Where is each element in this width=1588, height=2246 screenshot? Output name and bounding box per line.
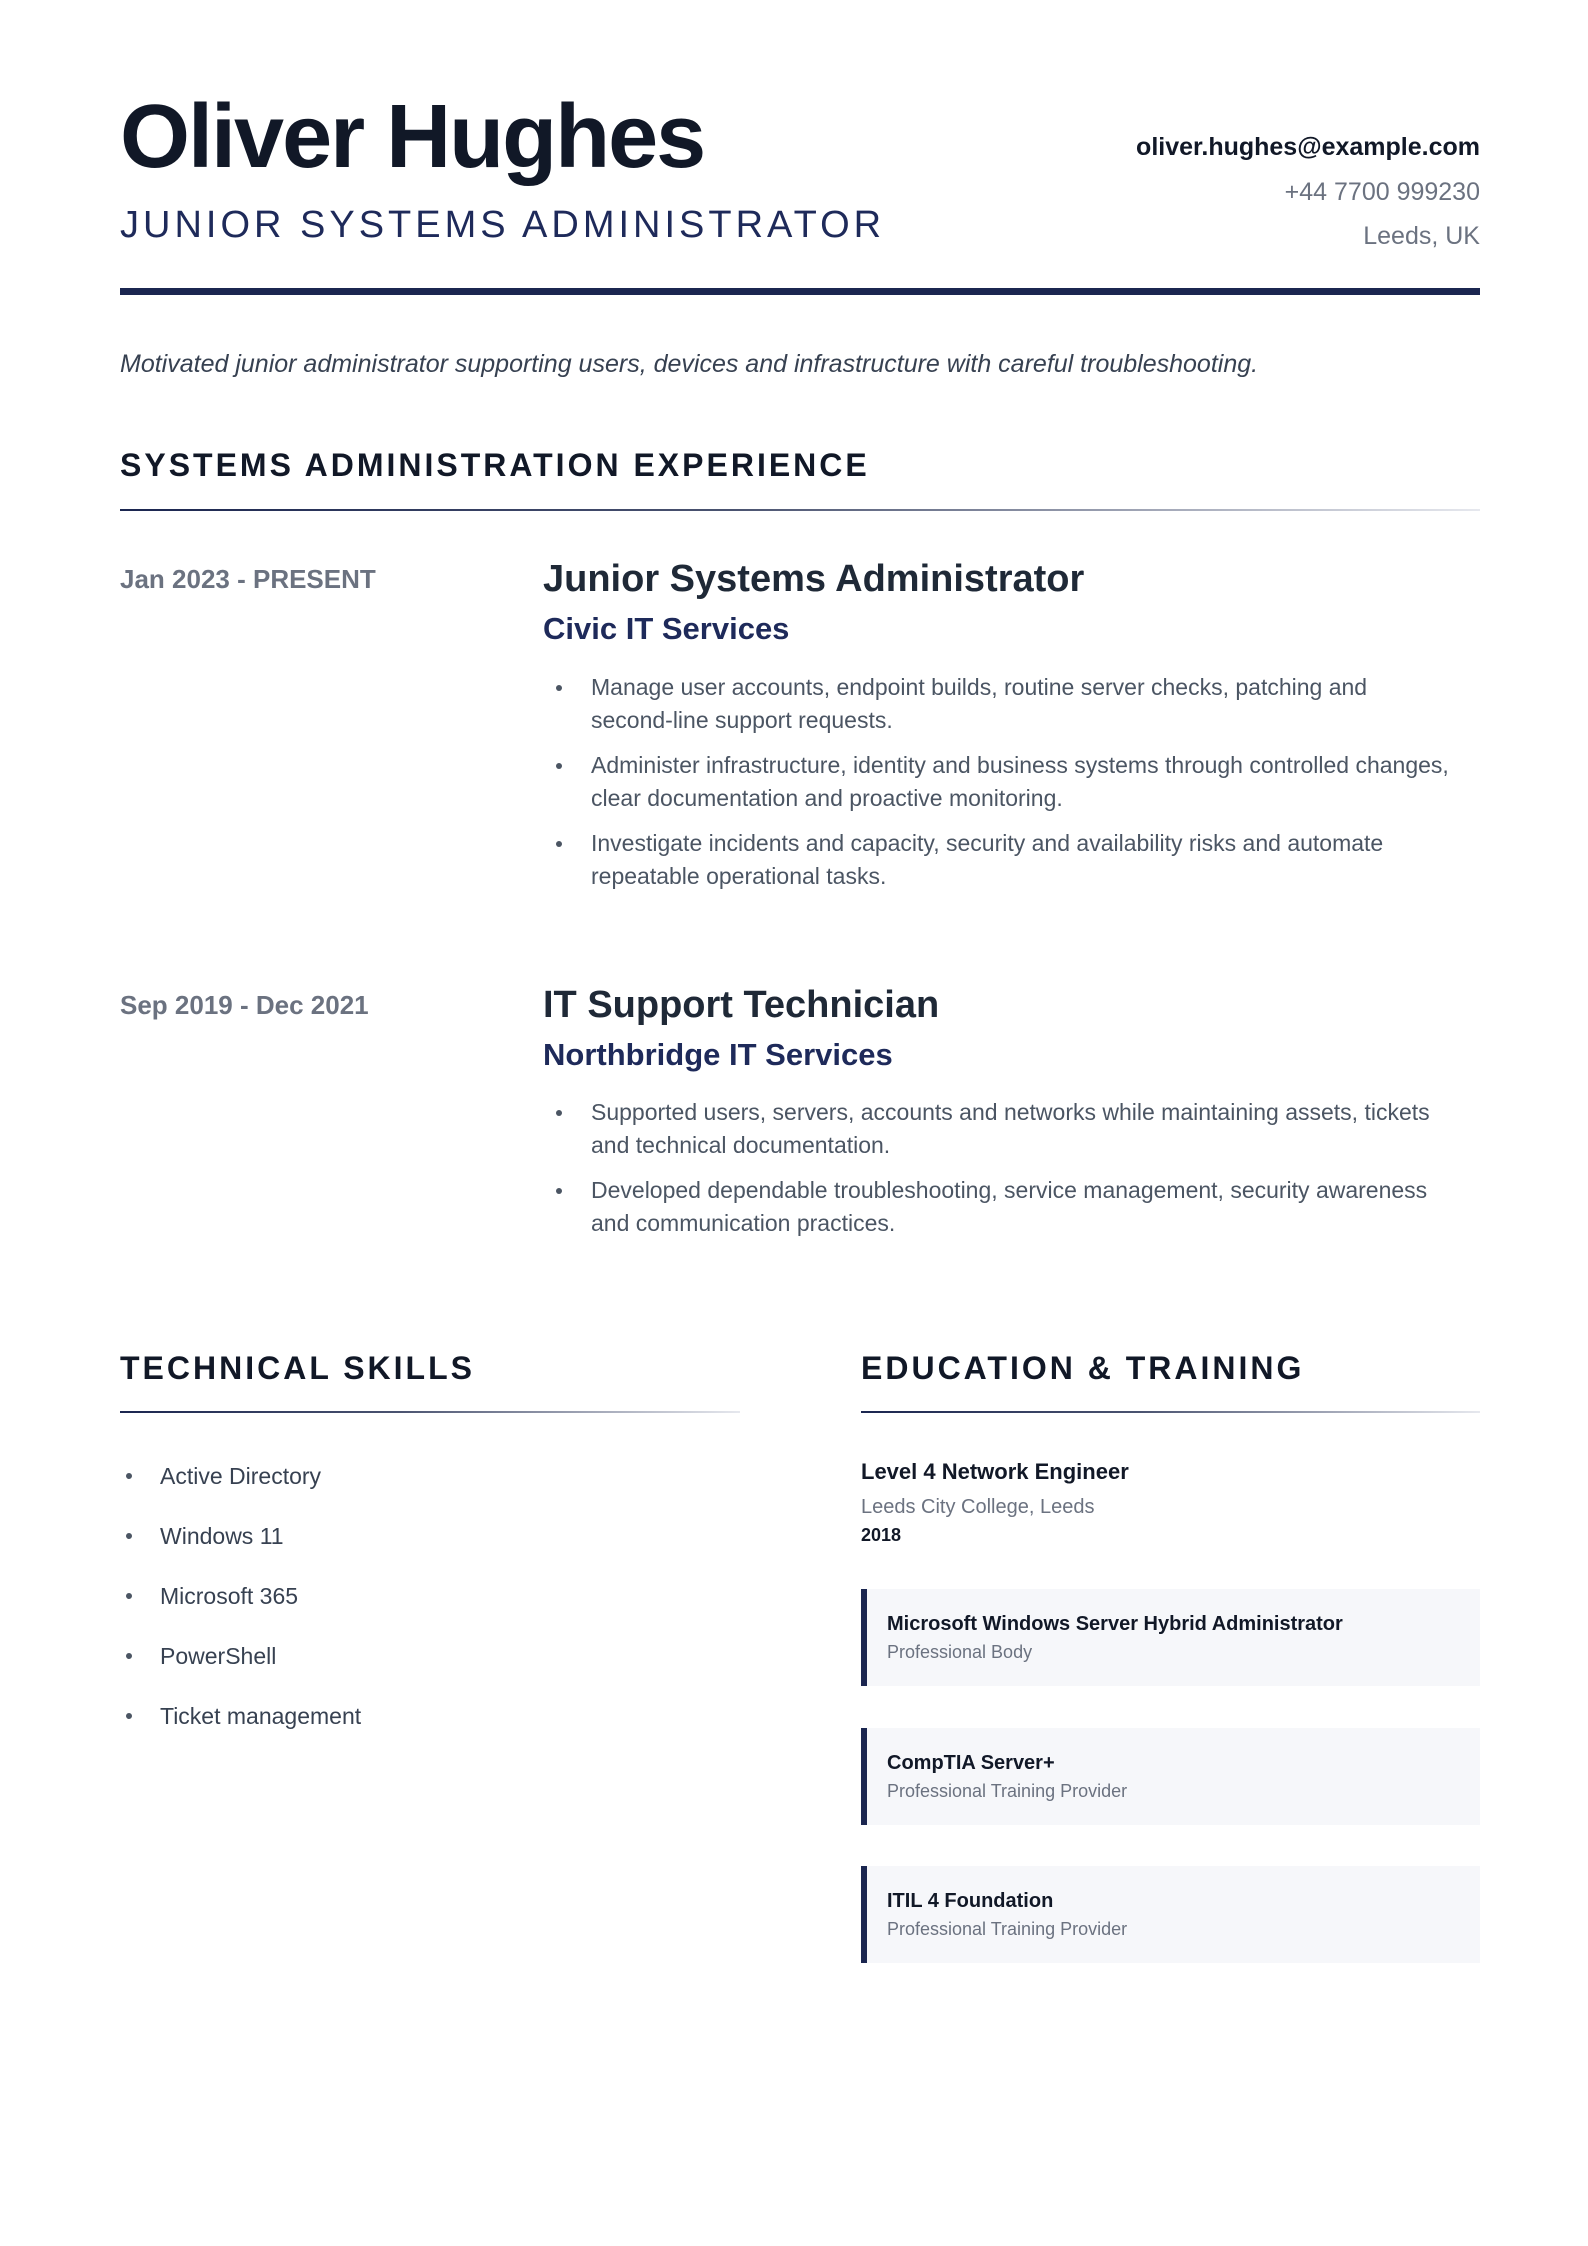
- certification-card: [861, 1728, 1480, 1825]
- certification-card: [861, 1589, 1480, 1686]
- bullet-icon: [126, 1473, 132, 1479]
- bullet-icon: [556, 763, 562, 769]
- contact-location: Leeds, UK: [1363, 222, 1480, 250]
- skill-item: Ticket management: [120, 1701, 361, 1761]
- certification-issuer: Professional Training Provider: [887, 1781, 1128, 1801]
- job-bullet: Developed dependable troubleshooting, service management, security awareness and communication practices.: [543, 1174, 1453, 1240]
- experience-divider: [120, 509, 1480, 511]
- job-role: IT Support Technician: [543, 984, 940, 1026]
- job-title: JUNIOR SYSTEMS ADMINISTRATOR: [120, 204, 886, 246]
- skill-item: Microsoft 365: [120, 1581, 361, 1641]
- skill-item: Windows 11: [120, 1521, 361, 1581]
- education-divider: [861, 1411, 1480, 1413]
- job-dates: Jan 2023 - PRESENT: [120, 564, 376, 594]
- job-bullet: Investigate incidents and capacity, security and availability risks and automate repeatable operational tasks.: [543, 827, 1453, 893]
- bullet-icon: [126, 1713, 132, 1719]
- job-company: Civic IT Services: [543, 611, 790, 646]
- job-company: Northbridge IT Services: [543, 1037, 893, 1072]
- skill-item: Active Directory: [120, 1461, 361, 1521]
- job-bullet: Administer infrastructure, identity and business systems through controlled changes, clear documentation and proactive monitoring.: [543, 749, 1453, 815]
- bullet-icon: [126, 1653, 132, 1659]
- education-degree: Level 4 Network Engineer: [861, 1459, 1129, 1484]
- certification-name: Microsoft Windows Server Hybrid Administrator: [887, 1613, 1343, 1635]
- certification-issuer: Professional Body: [887, 1642, 1033, 1662]
- job-dates: Sep 2019 - Dec 2021: [120, 990, 369, 1020]
- certification-issuer: Professional Training Provider: [887, 1919, 1128, 1939]
- contact-phone[interactable]: +44 7700 999230: [1284, 178, 1480, 206]
- skill-item: PowerShell: [120, 1641, 361, 1701]
- job-bullet: Manage user accounts, endpoint builds, routine server checks, patching and second-line support requests.: [543, 671, 1453, 737]
- job-role: Junior Systems Administrator: [543, 558, 1085, 600]
- certification-name: ITIL 4 Foundation: [887, 1890, 1054, 1912]
- profile-summary: Motivated junior administrator supporting users, devices and infrastructure with careful troubleshooting.: [120, 350, 1259, 378]
- bullet-icon: [556, 1110, 562, 1116]
- experience-heading: SYSTEMS ADMINISTRATION EXPERIENCE: [120, 447, 870, 483]
- education-year: 2018: [861, 1525, 902, 1545]
- bullet-icon: [126, 1593, 132, 1599]
- job-bullets: [543, 671, 1453, 905]
- skills-list: [120, 1461, 361, 1761]
- certification-card: [861, 1866, 1480, 1963]
- education-heading: EDUCATION & TRAINING: [861, 1350, 1305, 1386]
- certification-name: CompTIA Server+: [887, 1752, 1055, 1774]
- bullet-icon: [556, 685, 562, 691]
- bullet-icon: [556, 841, 562, 847]
- header-divider: [120, 288, 1480, 295]
- job-bullets: [543, 1096, 1453, 1252]
- bullet-icon: [126, 1533, 132, 1539]
- education-school: Leeds City College, Leeds: [861, 1496, 1095, 1518]
- skills-divider: [120, 1411, 740, 1413]
- job-bullet: Supported users, servers, accounts and networks while maintaining assets, tickets and technical documentation.: [543, 1096, 1453, 1162]
- candidate-name: Oliver Hughes: [120, 87, 705, 187]
- contact-email[interactable]: oliver.hughes@example.com: [1136, 133, 1480, 161]
- bullet-icon: [556, 1188, 562, 1194]
- skills-heading: TECHNICAL SKILLS: [120, 1350, 475, 1386]
